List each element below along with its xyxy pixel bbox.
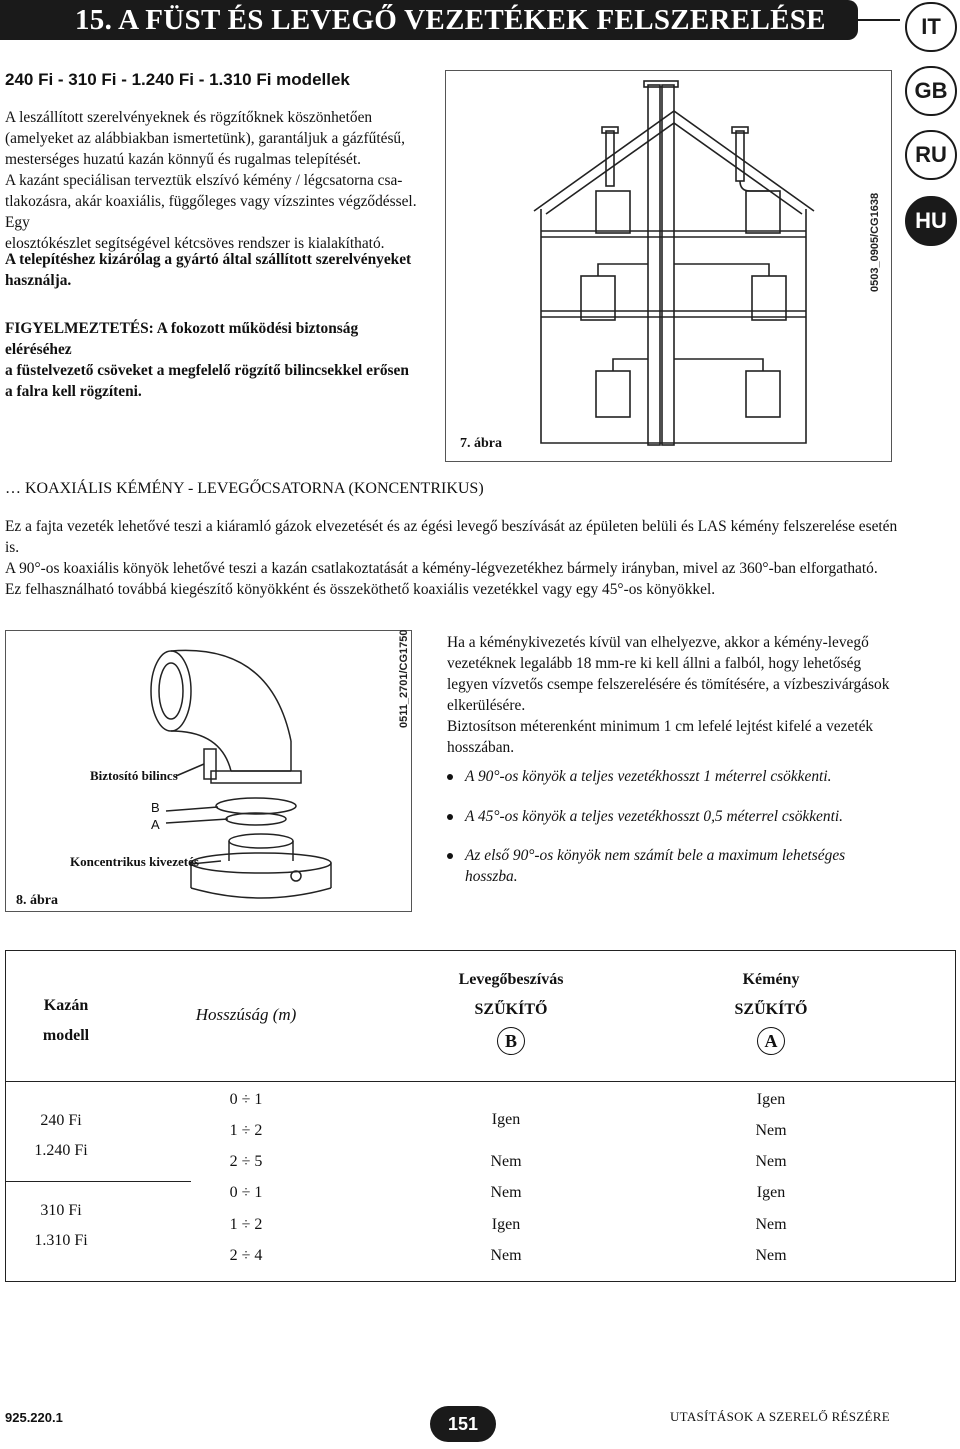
bullet-icon	[447, 814, 453, 820]
model-cell	[6, 1106, 116, 1166]
outdoor-installation-text	[447, 632, 897, 758]
bullet-text: hosszba.	[465, 868, 518, 885]
model-text: 1.240 Fi	[34, 1142, 88, 1159]
installation-note	[5, 249, 425, 291]
model-text: 240 Fi	[40, 1112, 82, 1129]
text-line: A telepítéshez kizárólag a gyártó által szállított szerelvényeket	[5, 251, 412, 268]
air-cell: Igen	[491, 1111, 521, 1128]
length-cell: 2 ÷ 4	[229, 1247, 263, 1264]
header-divider	[858, 19, 900, 21]
bullet-icon	[447, 853, 453, 859]
text-line: hosszában.	[447, 739, 515, 756]
header-text: modell	[42, 1027, 90, 1044]
coaxial-description	[5, 516, 905, 600]
label-b: B	[151, 800, 160, 815]
chimney-cell: Nem	[755, 1216, 787, 1233]
bullet-item	[447, 806, 915, 827]
figure-8	[5, 630, 412, 912]
header-text: SZŰKÍTŐ	[734, 1001, 808, 1018]
model-text: 310 Fi	[40, 1202, 82, 1219]
coaxial-elbow-diagram	[6, 631, 411, 911]
text-line: legyen vízvetős csempe felszerelésére és tömítésére, a vízbeszivárgások	[447, 676, 890, 693]
text-line: (amelyeket az alábbiakban ismertetünk), garantáljuk a gázfűtésű,	[5, 130, 405, 147]
page-number: 151	[430, 1406, 496, 1442]
text-line: Ez a fajta vezeték lehetővé teszi a kiáramló gázok elvezetését és az égési levegő beszívását az épületen belüli és LAS kémény felszerelése esetén	[5, 518, 898, 535]
bullet-icon	[447, 774, 453, 780]
text-line: mesterséges huzatú kazán könnyű és rugalmas telepítését.	[5, 151, 361, 168]
header-text: Kazán	[43, 997, 89, 1014]
document-code: 925.220.1	[5, 1410, 63, 1425]
header-model	[6, 991, 126, 1051]
figure-7-caption: 7. ábra	[460, 436, 502, 451]
page-title: 15. A FÜST ÉS LEVEGŐ VEZETÉKEK FELSZERELÉSE	[0, 0, 858, 40]
chimney-cell: Nem	[755, 1153, 787, 1170]
chimney-cell: Nem	[755, 1247, 787, 1264]
restrictor-a-symbol: A	[757, 1027, 785, 1055]
chimney-cell: Nem	[755, 1122, 787, 1139]
model-cell	[6, 1196, 116, 1256]
figure-8-code: 0511_2701/CG1750	[398, 629, 410, 728]
language-badge-it[interactable]: IT	[905, 2, 957, 52]
air-cell: Nem	[490, 1247, 522, 1264]
models-subtitle: 240 Fi - 310 Fi - 1.240 Fi - 1.310 Fi modellek	[5, 70, 350, 89]
text-line: A leszállított szerelvényeknek és rögzítőknek köszönhetően	[5, 109, 373, 126]
text-line: elosztókészlet segítségével kétcsöves rendszer is kialakítható.	[5, 235, 385, 252]
bullet-text: Az első 90°-os könyök nem számít bele a maximum lehetséges	[465, 847, 846, 864]
text-line: a füstelvezető csöveket a megfelelő rögzítő bilincsekkel erősen	[5, 362, 409, 379]
language-badge-hu[interactable]: HU	[905, 196, 957, 246]
restrictor-table	[5, 950, 956, 1282]
header-text: Kémény	[742, 971, 800, 988]
figure-7-code: 0503_0905/CG1638	[869, 192, 881, 292]
coaxial-section-title: … KOAXIÁLIS KÉMÉNY - LEVEGŐCSATORNA (KONCENTRIKUS)	[5, 480, 484, 497]
model-text: 1.310 Fi	[34, 1232, 88, 1249]
text-line: A 90°-os koaxiális könyök lehetővé teszi a kazán csatlakoztatását a kémény-légvezetékhez bármely irányban, mivel az 360°-ban elforgatható.	[5, 560, 878, 577]
footer-section-title: UTASÍTÁSOK A SZERELŐ RÉSZÉRE	[669, 1409, 890, 1424]
text-line: a falra kell rögzíteni.	[5, 383, 142, 400]
label-a: A	[151, 817, 160, 832]
intro-paragraph	[5, 107, 425, 254]
warning-paragraph	[5, 318, 425, 402]
header-text: SZŰKÍTŐ	[474, 1001, 548, 1018]
air-cell: Nem	[490, 1184, 522, 1201]
bullet-item	[447, 845, 915, 887]
header-air-intake	[411, 965, 611, 1058]
text-line: tlakozásra, akár koaxiális, függőleges vagy vízszintes végződéssel. Egy	[5, 193, 417, 231]
length-cell: 2 ÷ 5	[229, 1153, 263, 1170]
air-cell: Igen	[491, 1216, 521, 1233]
text-line: vezetéknek legalább 18 mm-re ki kell állni a falból, hogy lehetőség	[447, 655, 862, 672]
air-cell: Nem	[490, 1153, 522, 1170]
text-line: elkerülésére.	[447, 697, 526, 714]
header-length: Hosszúság (m)	[195, 1005, 297, 1024]
text-line: A kazánt speciálisan terveztük elszívó kémény / légcsatorna csa-	[5, 172, 403, 189]
text-line: FIGYELMEZTETÉS: A fokozott működési biztonság eléréséhez	[5, 320, 359, 358]
text-line: Ha a kéménykivezetés kívül van elhelyezve, akkor a kémény-levegő	[447, 634, 869, 651]
text-line: használja.	[5, 272, 72, 289]
building-installation-diagram	[446, 71, 891, 461]
table-group-divider	[6, 1181, 191, 1182]
bullet-text: A 90°-os könyök a teljes vezetékhosszt 1 méterrel csökkenti.	[465, 768, 832, 785]
length-cell: 1 ÷ 2	[229, 1122, 263, 1139]
figure-8-caption: 8. ábra	[16, 893, 58, 908]
language-badge-ru[interactable]: RU	[905, 130, 957, 180]
restrictor-b-symbol: B	[497, 1027, 525, 1055]
language-badge-gb[interactable]: GB	[905, 66, 957, 116]
header-chimney	[671, 965, 871, 1058]
text-line: is.	[5, 539, 20, 556]
length-cell: 0 ÷ 1	[229, 1091, 263, 1108]
bullet-item	[447, 766, 915, 787]
header-text: Levegőbeszívás	[458, 971, 564, 988]
bullet-text: A 45°-os könyök a teljes vezetékhosszt 0,5 méterrel csökkenti.	[465, 808, 843, 825]
figure-7	[445, 70, 892, 462]
chimney-cell: Igen	[756, 1091, 786, 1108]
length-cell: 0 ÷ 1	[229, 1184, 263, 1201]
length-cell: 1 ÷ 2	[229, 1216, 263, 1233]
label-outlet: Koncentrikus kivezetés	[70, 854, 199, 869]
table-header-divider	[6, 1081, 955, 1082]
text-line: Biztosítson méterenként minimum 1 cm lefelé lejtést kifelé a vezeték	[447, 718, 874, 735]
chimney-cell: Igen	[756, 1184, 786, 1201]
text-line: Ez felhasználható továbbá kiegészítő könyökként és összeköthető koaxiális vezetékkel vagy egy 45°-os könyökkel.	[5, 581, 716, 598]
label-clamp: Biztosító bilincs	[90, 768, 178, 783]
